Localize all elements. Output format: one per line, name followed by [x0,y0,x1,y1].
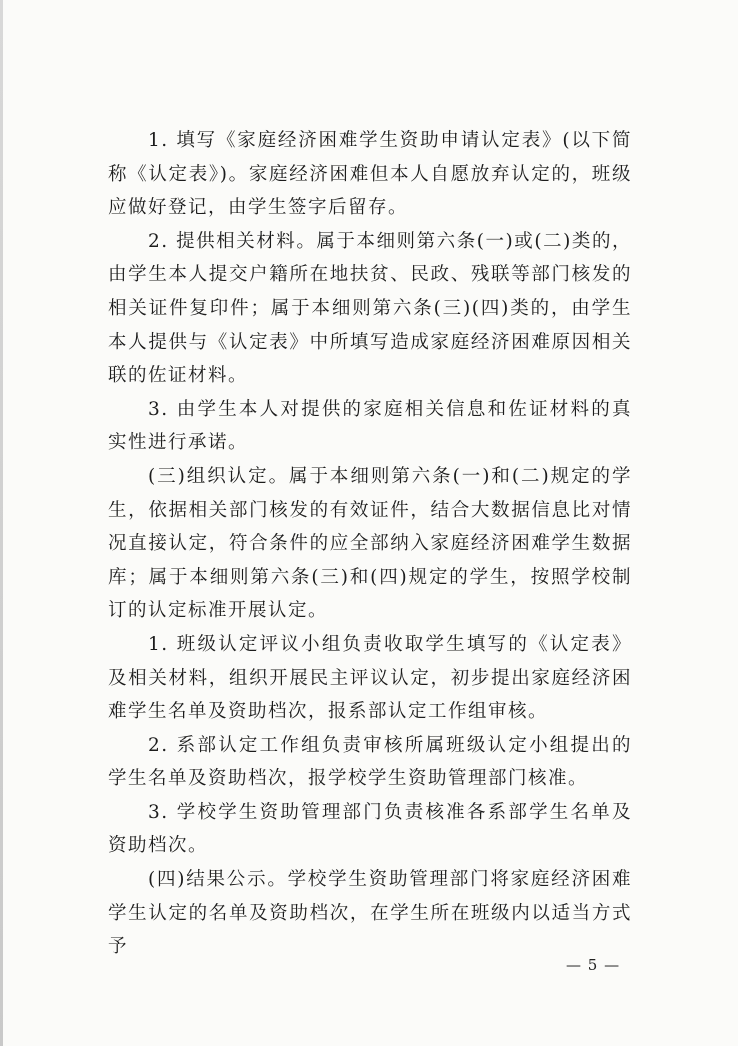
paragraph-fill-form: 1. 填写《家庭经济困难学生资助申请认定表》(以下简称《认定表》)。家庭经济困难但本人自愿放弃认定的，班级应做好登记，由学生签字后留存。 [108,130,632,219]
paragraph-result-publicity: (四)结果公示。学校学生资助管理部门将家庭经济困难学生认定的名单及资助档次，在学生所在班级内以适当方式予 [108,869,632,958]
page-number: — 5 — [566,956,621,974]
scan-edge [0,0,3,1046]
paragraph-department-review: 2. 系部认定工作组负责审核所属班级认定小组提出的学生名单及资助档次，报学校学生资助管理部门核准。 [108,734,632,790]
body-text [108,124,632,964]
paragraph-student-commitment: 3. 由学生本人对提供的家庭相关信息和佐证材料的真实性进行承诺。 [108,398,632,454]
paragraph-provide-materials: 2. 提供相关材料。属于本细则第六条(一)或(二)类的，由学生本人提交户籍所在地扶贫、民政、残联等部门核发的相关证件复印件；属于本细则第六条(三)(四)类的，由学生本人提供与《认定表》中所填写造成家庭经济困难原因相关联的佐证材料。 [108,230,632,387]
paragraph-class-evaluation: 1. 班级认定评议小组负责收取学生填写的《认定表》及相关材料，组织开展民主评议认定，初步提出家庭经济困难学生名单及资助档次，报系部认定工作组审核。 [108,633,632,723]
paragraph-school-approval: 3. 学校学生资助管理部门负责核准各系部学生名单及资助档次。 [108,801,632,857]
paragraph-organize-recognition: (三)组织认定。属于本细则第六条(一)和(二)规定的学生，依据相关部门核发的有效证件，结合大数据信息比对情况直接认定，符合条件的应全部纳入家庭经济困难学生数据库；属于本细则第六条(三)和(四)规定的学生，按照学校制订的认定标准开展认定。 [108,465,632,622]
